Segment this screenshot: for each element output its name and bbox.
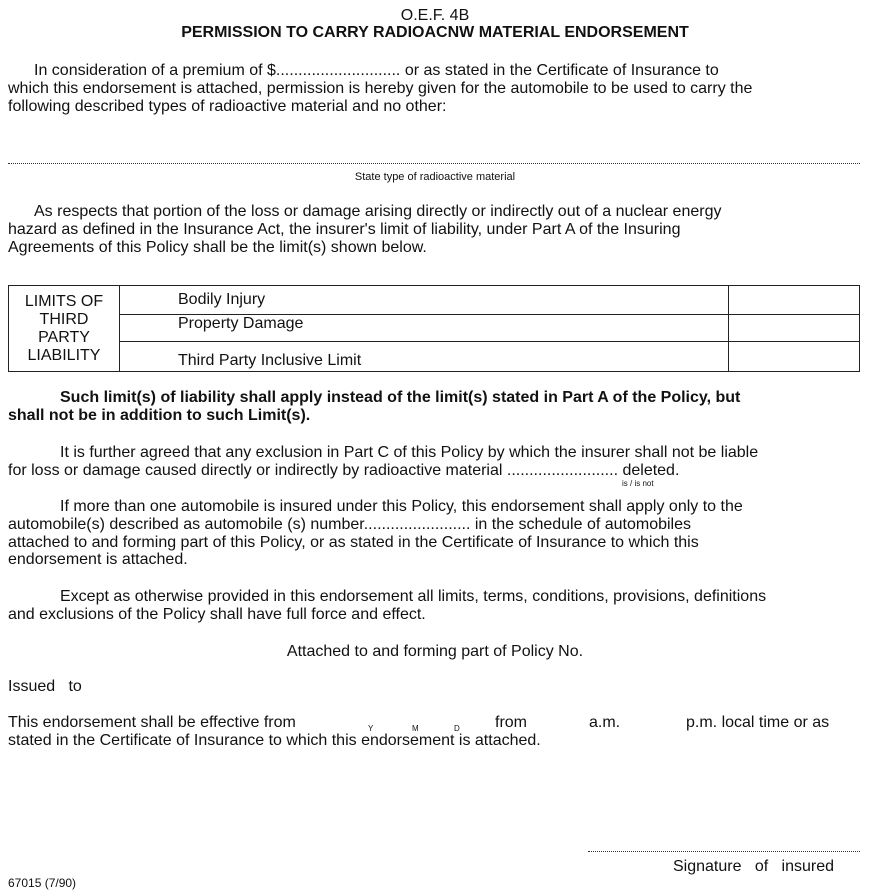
para4-line2: automobile(s) described as automobile (s) number........................ in the schedule of automobiles (8, 516, 691, 533)
year-caption: Y (368, 724, 374, 733)
form-number: 67015 (7/90) (8, 876, 77, 890)
signature-field[interactable] (588, 851, 860, 852)
para3-line1: It is further agreed that any exclusion in Part C of this Policy by which the insurer shall not be liable (60, 444, 759, 461)
bodily-injury-limit-field[interactable] (729, 286, 860, 315)
limits-header-cell (9, 286, 120, 372)
state-type-caption: State type of radioactive material (354, 171, 516, 183)
para4-line4: endorsement is attached. (8, 551, 188, 568)
am-label: a.m. (589, 714, 621, 731)
form-title: PERMISSION TO CARRY RADIOACNW MATERIAL ENDORSEMENT (181, 24, 689, 41)
limits-header-line2: THIRD (39, 310, 89, 328)
pm-label: p.m. local time or as (686, 714, 830, 731)
issued-to-label: Issued to (8, 678, 82, 695)
form-code: O.E.F. 4B (400, 7, 470, 24)
radioactive-material-field[interactable] (8, 163, 860, 164)
is-not-caption: is / is not (622, 479, 654, 488)
day-caption: D (454, 724, 460, 733)
property-damage-label: Property Damage (120, 315, 729, 342)
limits-table (8, 285, 860, 372)
para3-line2: for loss or damage caused directly or indirectly by radioactive material ......................... deleted. (8, 462, 680, 479)
para5-line2: and exclusions of the Policy shall have full force and effect. (8, 606, 426, 623)
effective-prefix: This endorsement shall be effective from (8, 714, 296, 731)
para1-line1: In consideration of a premium of $............................ or as stated in the Certificate of Insurance to (34, 62, 719, 79)
from-label: from (495, 714, 527, 731)
inclusive-limit-label: Third Party Inclusive Limit (120, 342, 729, 372)
limits-header-line4: LIABILITY (27, 346, 101, 364)
para1-line2: which this endorsement is attached, permission is hereby given for the automobile to be used to carry the (8, 80, 753, 97)
bold-para-line1: Such limit(s) of liability shall apply instead of the limit(s) stated in Part A of the Policy, but (60, 389, 741, 406)
limits-header-line1: LIMITS OF (24, 292, 104, 310)
para2-line1: As respects that portion of the loss or damage arising directly or indirectly out of a nuclear energy (34, 203, 722, 220)
bold-para-line2: shall not be in addition to such Limit(s). (8, 407, 311, 424)
property-damage-limit-field[interactable] (729, 315, 860, 342)
para1-line3: following described types of radioactive material and no other: (8, 98, 447, 115)
para2-line2: hazard as defined in the Insurance Act, the insurer's limit of liability, under Part A of the Insuring (8, 221, 681, 238)
inclusive-limit-field[interactable] (729, 342, 860, 372)
para2-line3: Agreements of this Policy shall be the limit(s) shown below. (8, 239, 427, 256)
bodily-injury-label: Bodily Injury (120, 286, 729, 315)
effective-line2: stated in the Certificate of Insurance to which this endorsement is attached. (8, 732, 541, 749)
signature-label: Signature of insured (673, 858, 834, 875)
month-caption: M (412, 724, 419, 733)
para4-line1: If more than one automobile is insured under this Policy, this endorsement shall apply only to the (60, 498, 743, 515)
para4-line3: attached to and forming part of this Policy, or as stated in the Certificate of Insurance to which this (8, 534, 699, 551)
para5-line1: Except as otherwise provided in this endorsement all limits, terms, conditions, provisions, definitions (60, 588, 767, 605)
attached-policy-line: Attached to and forming part of Policy No. (286, 643, 584, 660)
limits-header-line3: PARTY (38, 328, 90, 346)
